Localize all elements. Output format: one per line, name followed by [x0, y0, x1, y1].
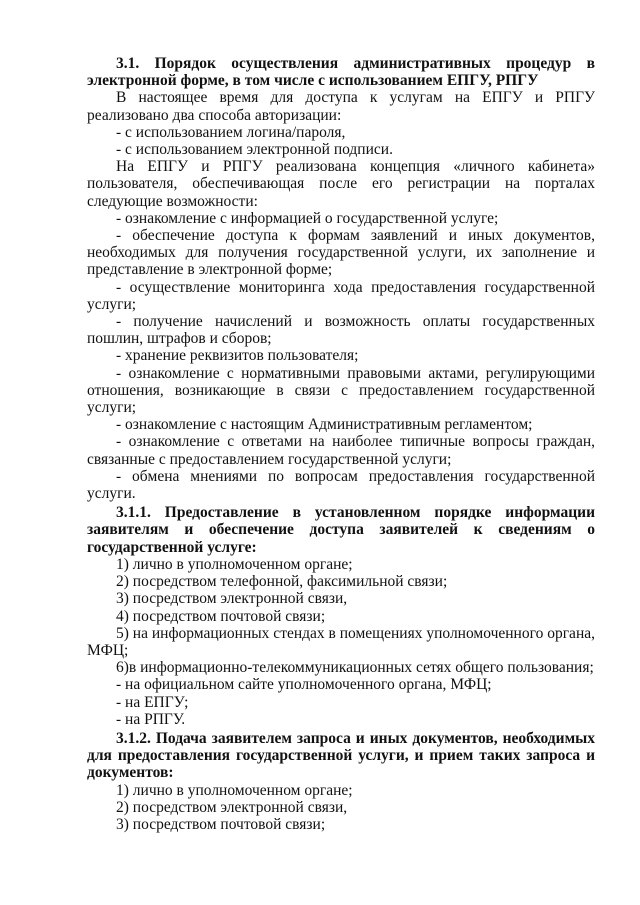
- info-channel-item: 5) на информационных стендах в помещениях уполномоченного органа, МФЦ;: [87, 624, 595, 659]
- cabinet-feature-item: - ознакомление с информацией о государственной услуге;: [116, 209, 499, 227]
- auth-method-item: - с использованием логина/пароля,: [116, 123, 346, 141]
- info-channel-item: 6)в информационно-телекоммуникационных сетях общего пользования;: [116, 659, 594, 677]
- info-channel-item: 3) посредством электронной связи,: [116, 590, 348, 608]
- auth-intro-paragraph: В настоящее время для доступа к услугам на ЕПГУ и РПГУ реализовано два способа авторизации:: [87, 89, 595, 124]
- cabinet-feature-item: - обеспечение доступа к формам заявлений и иных документов, необходимых для получения государственной услуги, их заполнение и представление в электронной форме;: [87, 227, 595, 279]
- cabinet-feature-item: - ознакомление с нормативными правовыми актами, регулирующими отношения, возникающие в связи с предоставлением государственной услуги;: [87, 364, 595, 417]
- info-channel-item: - на официальном сайте уполномоченного органа, МФЦ;: [116, 676, 492, 694]
- submission-channel-item: 2) посредством электронной связи,: [116, 798, 348, 816]
- section-3-1-2-heading: 3.1.2. Подача заявителем запроса и иных документов, необходимых для предоставления государственной услуги, и прием таких запроса и документов:: [87, 729, 595, 782]
- auth-method-item: - с использованием электронной подписи.: [116, 141, 393, 159]
- info-channel-item: 4) посредством почтовой связи;: [116, 607, 326, 625]
- document-page: [87, 55, 595, 833]
- info-channel-item: 2) посредством телефонной, факсимильной связи;: [116, 573, 448, 591]
- cabinet-feature-item: - осуществление мониторинга хода предоставления государственной услуги;: [87, 278, 595, 313]
- submission-channel-item: 1) лично в уполномоченном органе;: [116, 781, 353, 799]
- submission-channel-item: 3) посредством почтовой связи;: [116, 815, 326, 833]
- cabinet-intro-paragraph: На ЕПГУ и РПГУ реализована концепция «личного кабинета» пользователя, обеспечивающая после его регистрации на порталах следующие возможности:: [87, 158, 595, 210]
- cabinet-feature-item: - ознакомление с настоящим Административным регламентом;: [116, 416, 533, 434]
- cabinet-feature-item: - хранение реквизитов пользователя;: [116, 347, 359, 365]
- cabinet-feature-item: - обмена мнениями по вопросам предоставления государственной услуги.: [87, 467, 595, 503]
- info-channel-item: - на ЕПГУ;: [116, 693, 189, 711]
- section-3-1-heading: 3.1. Порядок осуществления административных процедур в электронной форме, в том числе с использованием ЕПГУ, РПГУ: [87, 55, 595, 90]
- section-3-1-1-heading: 3.1.1. Предоставление в установленном порядке информации заявителям и обеспечение доступа заявителей к сведениям о государственной услуге:: [87, 504, 595, 556]
- cabinet-feature-item: - получение начислений и возможность оплаты государственных пошлин, штрафов и сборов;: [87, 313, 595, 348]
- info-channel-item: - на РПГУ.: [116, 710, 186, 728]
- cabinet-feature-item: - ознакомление с ответами на наиболее типичные вопросы граждан, связанные с предоставлением государственной услуги;: [87, 433, 595, 468]
- info-channel-item: 1) лично в уполномоченном органе;: [116, 555, 353, 573]
